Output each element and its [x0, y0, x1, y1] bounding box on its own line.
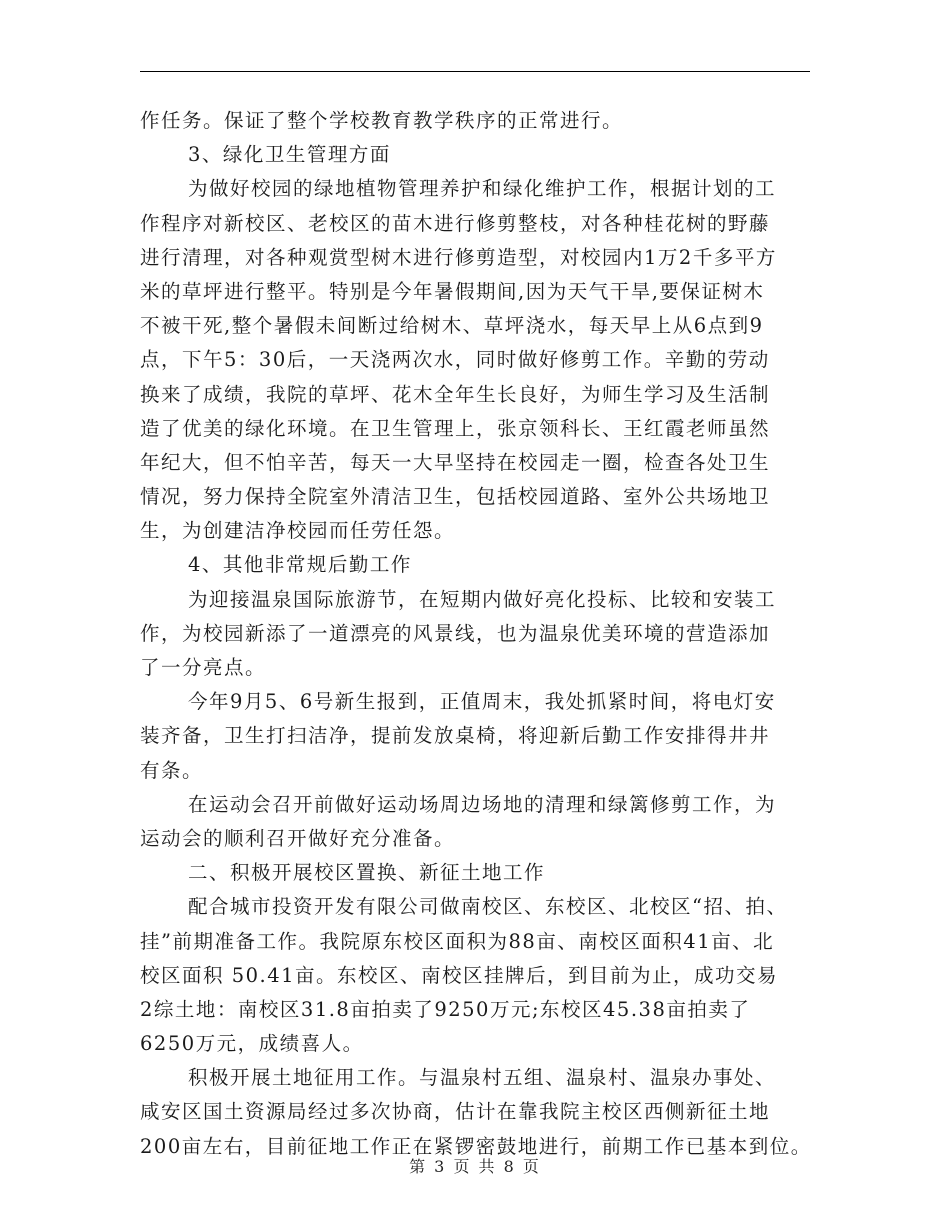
- text-line: 为做好校园的绿地植物管理养护和绿化维护工作，根据计划的工: [188, 177, 777, 201]
- text-line: 进行清理，对各种观赏型树木进行修剪造型，对校园内1万2千多平方: [140, 245, 777, 269]
- text-line: 积极开展土地征用工作。与温泉村五组、温泉村、温泉办事处、: [188, 1066, 777, 1090]
- text-line: 情况，努力保持全院室外清洁卫生，包括校园道路、室外公共场地卫: [140, 485, 771, 509]
- text-line: 200亩左右，目前征地工作正在紧锣密鼓地进行，前期工作已基本到位。: [140, 1134, 812, 1158]
- text-line: 点，下午5：30后，一天浇两次水，同时做好修剪工作。辛勤的劳动: [140, 348, 770, 372]
- text-line: 在运动会召开前做好运动场周边场地的清理和绿篱修剪工作，为: [188, 792, 777, 816]
- text-line: 换来了成绩，我院的草坪、花木全年生长良好，为师生学习及生活制: [140, 382, 771, 406]
- text-line: 校区面积 50.41亩。东校区、南校区挂牌后，到目前为止，成功交易: [140, 963, 779, 987]
- section-heading: 3、绿化卫生管理方面: [188, 143, 391, 167]
- text-line: 了一分亮点。: [140, 656, 267, 679]
- text-line: 作，为校园新添了一道漂亮的风景线，也为温泉优美环境的营造添加: [140, 621, 771, 645]
- text-line: 装齐备，卫生打扫洁净，提前发放桌椅，将迎新后勤工作安排得井井: [140, 724, 771, 748]
- text-line: 造了优美的绿化环境。在卫生管理上，张京领科长、王红霞老师虽然: [140, 416, 771, 440]
- text-line: 挂”前期准备工作。我院原东校区面积为88亩、南校区面积41亩、北: [140, 929, 775, 953]
- text-line: 作程序对新校区、老校区的苗木进行修剪整枝，对各种桂花树的野藤: [140, 211, 771, 235]
- section-heading: 4、其他非常规后勤工作: [188, 553, 412, 577]
- text-line: 米的草坪进行整平。特别是今年暑假期间,因为天气干旱,要保证树木: [140, 279, 765, 303]
- text-line: 生，为创建洁净校园而任劳任怨。: [140, 519, 456, 543]
- text-line: 运动会的顺利召开做好充分准备。: [140, 826, 456, 850]
- header-rule: [140, 71, 810, 72]
- text-line: 6250万元，成绩喜人。: [140, 1032, 364, 1056]
- text-line: 年纪大，但不怕辛苦，每天一大早坚持在校园走一圈，检查各处卫生: [140, 450, 771, 474]
- text-line: 有条。: [140, 758, 204, 782]
- body-text: [140, 104, 815, 1164]
- text-line: 作任务。保证了整个学校教育教学秩序的正常进行。: [140, 109, 624, 132]
- text-line: 不被干死,整个暑假未间断过给树木、草坪浇水，每天早上从6点到9: [140, 314, 764, 338]
- text-line: 配合城市投资开发有限公司做南校区、东校区、北校区“招、拍、: [188, 895, 788, 919]
- text-line: 今年9月5、6号新生报到，正值周末，我处抓紧时间，将电灯安: [188, 690, 776, 714]
- text-line: 咸安区国土资源局经过多次协商，估计在靠我院主校区西侧新征土地: [140, 1100, 771, 1124]
- text-line: 为迎接温泉国际旅游节，在短期内做好亮化投标、比较和安装工: [188, 587, 777, 611]
- section-heading: 二、积极开展校区置换、新征土地工作: [188, 861, 546, 885]
- page-number: 第 3 页 共 8 页: [409, 1157, 541, 1176]
- text-line: 2综土地：南校区31.8亩拍卖了9250万元;东校区45.38亩拍卖了: [140, 997, 751, 1021]
